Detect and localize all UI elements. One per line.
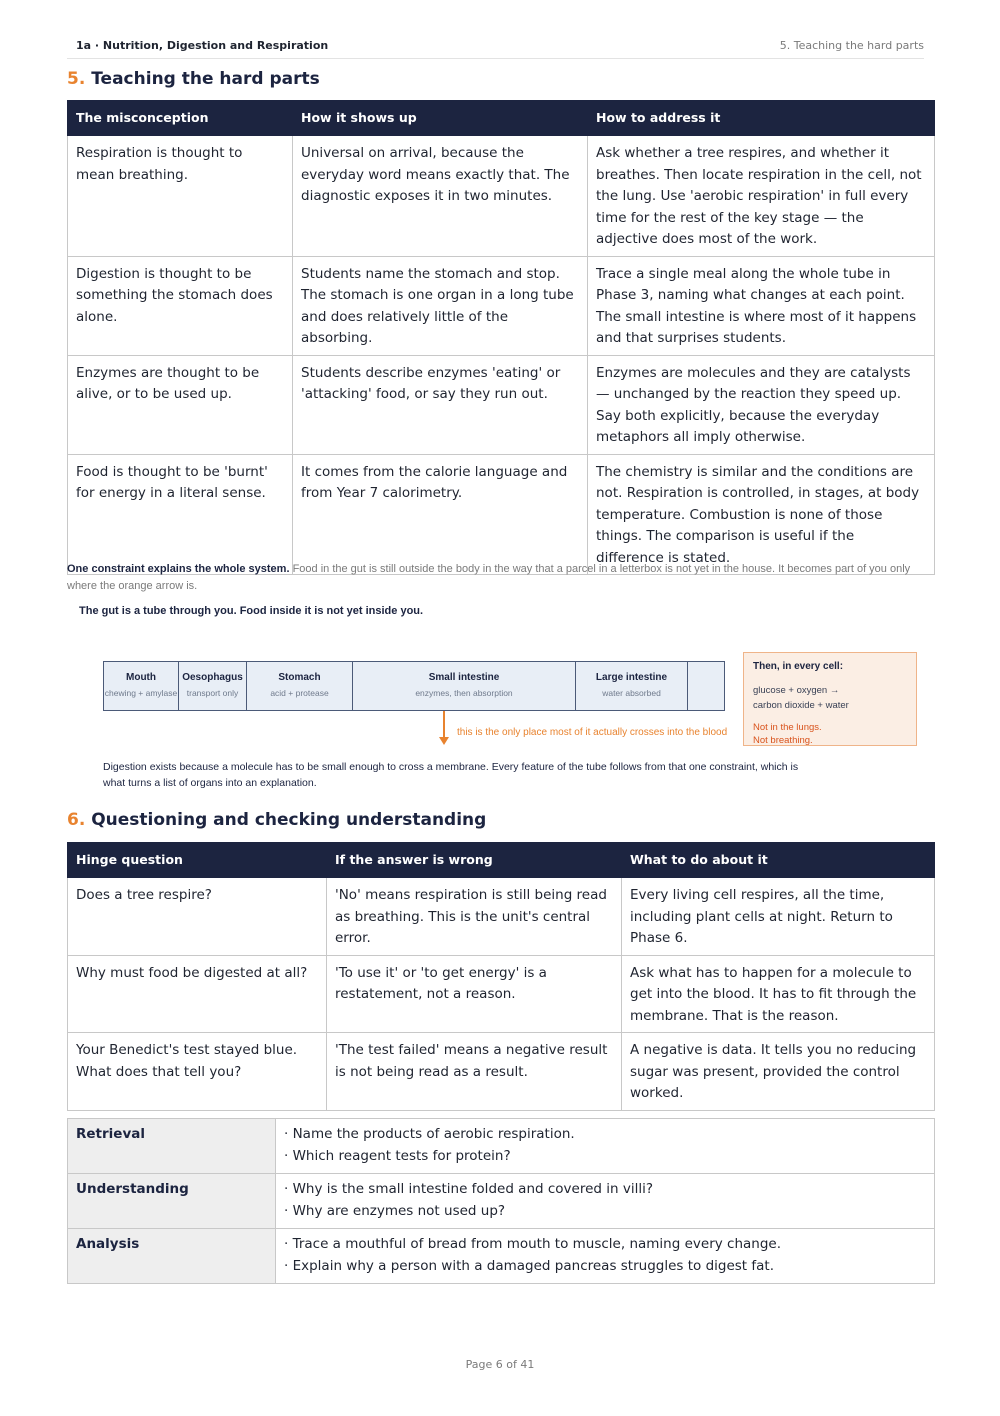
level-questions [276,1119,935,1174]
note-line: Not breathing. [753,735,813,746]
table-row [68,1229,935,1284]
table-row [68,1174,935,1229]
absorption-arrow-label: this is the only place most of it actually crosses into the blood [457,727,728,738]
table-cell: 'The test failed' means a negative result is not being read as a result. [327,1033,622,1111]
question-item: · Why are enzymes not used up? [284,1202,506,1219]
level-label: Analysis [68,1229,276,1284]
column-header: What to do about it [622,843,935,878]
table-cell: It comes from the calorie language and from Year 7 calorimetry. [293,454,588,575]
table-header-row [68,101,935,136]
table-cell: Universal on arrival, because the everyday word means exactly that. The diagnostic exposes it in two minutes. [293,136,588,257]
table-cell: Every living cell respires, all the time, including plant cells at night. Return to Phase 6. [622,878,935,956]
table-row [68,1033,935,1111]
tube-segment-large-intestine [576,662,688,710]
question-item: · Name the products of aerobic respiration. [284,1126,575,1142]
question-item: · Explain why a person with a damaged pancreas struggles to digest fat. [284,1257,774,1274]
tube-segment-stomach [247,662,353,710]
segment-name: Mouth [126,672,156,683]
table-row [68,1119,935,1174]
table-row [68,878,935,956]
misconceptions-table [67,100,935,575]
section-number: 6. [67,810,86,830]
table-cell: Respiration is thought to mean breathing. [68,136,293,257]
question-item: · Trace a mouthful of bread from mouth to muscle, naming every change. [284,1236,781,1252]
equation-line: glucose + oxygen → [753,685,840,696]
hinge-questions-table [67,842,935,1111]
table-cell: 'To use it' or 'to get energy' is a restatement, not a reason. [327,955,622,1033]
section-number: 5. [67,69,86,89]
level-label: Understanding [68,1174,276,1229]
tube-segment-oesophagus [179,662,247,710]
segment-name: Stomach [278,672,321,683]
column-header: How to address it [588,101,935,136]
table-cell: Students describe enzymes 'eating' or 'attacking' food, or say they run out. [293,355,588,454]
cell-respiration-box [743,652,917,746]
table-row [68,454,935,575]
section-5-heading [67,69,320,89]
segment-name: Oesophagus [182,672,243,683]
segment-description: acid + protease [270,688,329,698]
cell-box-title: Then, in every cell: [753,661,844,672]
note-line: Not in the lungs. [753,722,822,733]
column-header: The misconception [68,101,293,136]
table-header-row [68,843,935,878]
segment-name: Large intestine [595,672,668,683]
figure-title: The gut is a tube through you. Food inside it is not yet inside you. [79,605,424,617]
absorption-arrow [443,711,445,739]
table-row [68,136,935,257]
section-title: 5. Teaching the hard parts [779,39,924,52]
table-cell: Ask what has to happen for a molecule to get into the blood. It has to fit through the membrane. That is the reason. [622,955,935,1033]
constraint-text: Food in the gut is still outside the body in the way that a parcel in a letterbox is not yet in the house. It becomes part of you only where the orange arrow is. [67,563,911,592]
tube-segment-mouth [104,662,179,710]
segment-description: water absorbed [602,688,661,698]
table-cell: Trace a single meal along the whole tube in Phase 3, naming what changes at each point. The small intestine is where most of it happens and that surprises students. [588,256,935,355]
tube-segment-small-intestine [353,662,576,710]
absorption-arrow-head [439,737,449,745]
table-cell: Students name the stomach and stop. The stomach is one organ in a long tube and does relatively little of the absorbing. [293,256,588,355]
table-cell: Enzymes are thought to be alive, or to be used up. [68,355,293,454]
running-header [67,38,924,59]
level-questions [276,1174,935,1229]
table-cell: Does a tree respire? [68,878,327,956]
table-row [68,256,935,355]
level-questions [276,1229,935,1284]
table-cell: Why must food be digested at all? [68,955,327,1033]
table-cell: A negative is data. It tells you no reducing sugar was present, provided the control worked. [622,1033,935,1111]
table-row [68,355,935,454]
segment-description: transport only [186,688,239,698]
section-heading-text: Teaching the hard parts [91,69,320,89]
segment-description: chewing + amylase [104,688,178,698]
column-header: If the answer is wrong [327,843,622,878]
constraint-note [67,561,927,595]
question-item: · Which reagent tests for protein? [284,1147,511,1164]
table-cell: Digestion is thought to be something the stomach does alone. [68,256,293,355]
figure-caption: Digestion exists because a molecule has to be small enough to cross a membrane. Every feature of the tube follows from that one constraint, which is what turns a list of organs into an explanation. [103,761,799,789]
segment-name: Small intestine [428,672,500,683]
table-cell: 'No' means respiration is still being read as breathing. This is the unit's central error. [327,878,622,956]
unit-title: 1a · Nutrition, Digestion and Respiration [76,39,329,52]
equation-line: carbon dioxide + water [753,700,849,711]
constraint-lead: One constraint explains the whole system. [67,563,290,575]
table-cell: Your Benedict's test stayed blue. What does that tell you? [68,1033,327,1111]
table-cell: Food is thought to be 'burnt' for energy in a literal sense. [68,454,293,575]
table-cell: The chemistry is similar and the conditions are not. Respiration is controlled, in stages, at body temperature. Combustion is none of those things. The comparison is useful if the difference is stated. [588,454,935,575]
level-label: Retrieval [68,1119,276,1174]
section-6-heading [67,810,486,830]
column-header: How it shows up [293,101,588,136]
table-cell: Enzymes are molecules and they are catalysts — unchanged by the reaction they speed up. Say both explicitly, because the everyday metaphors all imply otherwise. [588,355,935,454]
page-number: Page 6 of 41 [465,1358,535,1371]
gut-tube-diagram [103,661,725,711]
cell-box-note [753,721,913,747]
section-heading-text: Questioning and checking understanding [91,810,487,830]
respiration-equation [753,683,913,713]
tube-segment-end [688,662,723,710]
question-item: · Why is the small intestine folded and covered in villi? [284,1181,654,1197]
segment-description: enzymes, then absorption [415,688,513,698]
question-levels-table [67,1118,935,1284]
table-cell: Ask whether a tree respires, and whether it breathes. Then locate respiration in the cell, not the lung. Use 'aerobic respiration' in full every time for the rest of the key stage — the adjective does most of the work. [588,136,935,257]
table-row [68,955,935,1033]
column-header: Hinge question [68,843,327,878]
